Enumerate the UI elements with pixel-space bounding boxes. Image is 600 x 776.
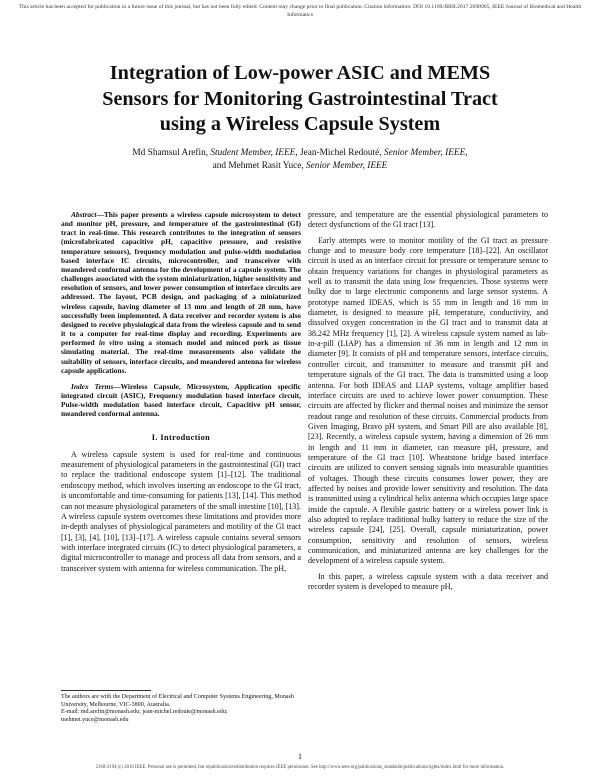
author-role: Student Member, IEEE, xyxy=(210,148,298,158)
footnote-line: mehmet.yuce@monash.edu xyxy=(61,716,129,723)
index-terms xyxy=(61,382,301,419)
left-column xyxy=(61,210,301,574)
copyright-footer: 2168-2194 (c) 2016 IEEE. Personal use is permitted, but republication/redistribution requires IEEE permission. See http://www.ieee.org/publications_standards/publications/rights/index.html for more information. xyxy=(95,765,505,770)
author-affiliation-footnote xyxy=(61,694,301,724)
body-paragraph: Early attempts were to monitor motility of the GI tract as pressure change and to measure body core temperature [18]–[22]. An oscillator circuit is used as an interface circuit for pressure or temperature sensor to obtain frequency variations for changes in physiological parameters as well as to transmit the data using low frequencies. Those systems were bulky due to large electronic components and large sensor systems. A prototype named IDEAS, which is 55 mm in length and 16 mm in diameter, is designed to measure pH, temperature, conductivity, and dissolved oxygen concentration in the GI tract and to transmit data at 38.242 MHz frequency [1], [2]. A wireless capsule system named as lab-in-a-pill (LIAP) has a dimension of 36 mm in length and 12 mm in diameter [9]. It consists of pH and temperature sensors, interface circuits, controller circuit, and transmitter to measure and transmit pH and temperature signals of the GI tract. The data is transmitted using a loop antenna. For both IDEAS and LIAP systems, voltage amplifier based interface circuits are used to achieve lower power consumption. These circuits are affected by flicker and thermal noises and minimize the sensor readout range and resolution of these circuits. Commercial products from Given Imaging, Bravo pH system, and Smart Pill are also available [8], [23]. Recently, a wireless capsule system, having a dimension of 26 mm in length and 11 mm in diameter, can measure pH, pressure, and temperature of the GI tract [10]. Wheatstone bridge based interface circuits are utilized to convert sensing signals into measurable quantities of voltages. Though these circuits consumes lower power, they are affected by noises and provide lower sensitivity and resolution. The data is transmitted using a cylindrical helix antenna which occupies large space inside the capsule. A flexible gastric battery or a wireless power link is also adopted to replace traditional bulky battery to reduce the size of the wireless capsule [24], [25]. Overall, capsule miniaturization, power consumption, sensitivity and resolution of sensors, wireless communication, and miniaturized antenna are key challenges for the development of a wireless capsule system. xyxy=(308,235,548,566)
abstract-text-end: using a stomach model and minced pork as tissue simulating material. The real-time measurements also validate the suitability of sensors, interface circuits, and meandered antenna for wireless capsule applications. xyxy=(61,338,301,375)
abstract-in-vitro: in vitro xyxy=(98,338,124,348)
index-terms-text: —Wireless Capsule, Microsystem, Application specific integrated circuit (ASIC), Frequency modulation based interface circuit, Pulse-width modulation based interface circuit, Capacitive pH sensor, meandered conformal antenna. xyxy=(61,381,301,419)
abstract-text: —This paper presents a wireless capsule microsystem to detect and monitor pH, pressure, and temperature of the gastrointestinal (GI) tract in real-time. This research contributes to the integration of sensors (microfabricated capacitive pH, capacitive pressure, and resistive temperature sensors), frequency modulation and pulse-width modulation based interface IC circuits, microcontroller, and transceiver with meandered conformal antenna for the development of a capsule system. The challenges associated with the system miniaturization, higher sensitivity and resolution of sensors, and lower power consumption of interface circuits are addressed. The layout, PCB design, and packaging of a miniaturized wireless capsule, having diameter of 13 mm and length of 28 mm, have successfully been implemented. A data receiver and recorder system is also designed to receive physiological data from the wireless capsule and to send it to a computer for real-time display and recording. Experiments are performed xyxy=(61,210,301,348)
title-line: Sensors for Monitoring Gastrointestinal Tract xyxy=(102,87,498,110)
section-heading-introduction: I. Introduction xyxy=(151,433,211,443)
author-name: Md Shamsul Arefin, xyxy=(132,148,209,158)
author-name: and Mehmet Rasit Yuce, xyxy=(212,160,304,171)
index-terms-lead: Index Terms xyxy=(71,381,114,391)
author-role: Senior Member, IEEE xyxy=(306,160,388,171)
page-number: 1 xyxy=(298,752,302,761)
author-name: Jean-Michel Redouté, xyxy=(300,148,382,158)
paper-title xyxy=(30,61,570,138)
author-list xyxy=(30,147,570,172)
author-role: Senior Member, IEEE, xyxy=(383,148,468,158)
footnote-line: E-mail: md.arefin@monash.edu; jean-michel.redoute@monash.edu; xyxy=(61,709,228,715)
title-line: using a Wireless Capsule System xyxy=(159,113,441,135)
abstract xyxy=(61,210,301,375)
right-column xyxy=(308,210,548,592)
footnote-divider xyxy=(61,690,151,691)
body-paragraph: pressure, and temperature are the essential physiological parameters to detect dysfunctions of the GI tract [13]. xyxy=(308,210,548,230)
intro-paragraph: A wireless capsule system is used for real-time and continuous measurement of physiological parameters in the gastrointestinal (GI) tract to replace the traditional endoscope system [1]–[12]. The traditional endoscopy method, which involves inserting an endoscope to the GI tract, is uncomfortable and time-consuming for patients [13], [14]. This method can not measure physiological parameters of the small intestine [10], [13]. A wireless capsule system overcomes these limitations and provides more in-depth analyses of physiological parameters and motility of the GI tract [1], [3], [4], [10], [13]–[17]. A wireless capsule contains several sensors with interface integrated circuits (IC) to detect physiological parameters, a digital microcontroller to manage and process all data from sensors, and a transceiver system with antenna for wireless communication. The pH, xyxy=(61,449,301,573)
abstract-lead: Abstract xyxy=(71,210,97,219)
body-paragraph: In this paper, a wireless capsule system with a data receiver and recorder system is developed to measure pH, xyxy=(308,571,548,592)
footnote-line: The authors are with the Department of Electrical and Computer Systems Engineering, Monash University, Melbourne, VIC-3800, Australia. xyxy=(61,694,295,708)
journal-banner: This article has been accepted for publication in a future issue of this journal, but has not been fully edited. Content may change prior to final publication. Citation information: DOI 10.1109/JBHI.2017.2690965, IEEE Journal of Biomedical and Health Informatics xyxy=(18,4,582,18)
title-line: Integration of Low-power ASIC and MEMS xyxy=(109,62,491,84)
